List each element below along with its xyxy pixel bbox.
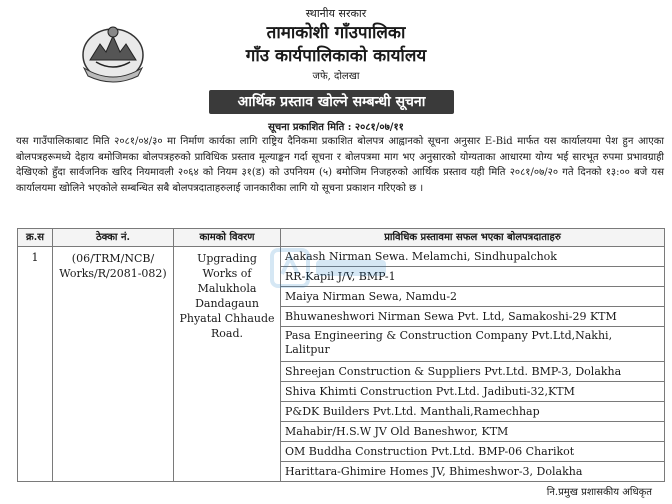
watermark-logo-icon: [270, 244, 390, 294]
bidder-item: Harittara-Ghimire Homes JV, Bhimeshwor-3, Dolakha: [281, 462, 665, 482]
header-work: कामको विवरण: [174, 229, 281, 247]
published-date: सूचना प्रकाशित मिति : २०८१/०७/११: [268, 122, 404, 133]
row-sn: 1: [18, 247, 53, 482]
municipality-name: तामाकोशी गाँउपालिका: [266, 23, 406, 43]
office-name: गाँउ कार्यपालिकाको कार्यालय: [245, 46, 427, 66]
bidder-item: RR-Kapil J/V, BMP-1: [281, 267, 665, 287]
bidder-item: Maiya Nirman Sewa, Namdu-2: [281, 287, 665, 307]
header-bidders: प्राविधिक प्रस्तावमा सफल भएका बोलपत्रदाताहरु: [281, 229, 665, 247]
notice-body: यस गाउँपालिकाबाट मिति २०८१/०४/३० मा निर्माण कार्यका लागि राष्ट्रिय दैनिकमा प्रकाशित बोलपत्र आह्वानको सूचना अनुसार E-Bid मार्फत यस कार्यालयमा पेश हुन आएका बोलपत्रहरूमध्ये देहाय बमोजिमका बोलपत्रहरुको प्राविधिक प्रस्ताव मूल्याङ्कन गर्दा सूचना र बोलपत्रमा माग भए अनुसारको योग्यताका आधारमा योग्य भई सारभूत रुपमा प्रभावग्राही देखिएको हुँदा सार्वजनिक खरिद नियमावली २०६४ को नियम ३१(ड) को उपनियम (५) बमोजिम निजहरुको आर्थिक प्रस्ताव यही मिति २०८१/०७/२० गते दिनको १३:०० बजे यस कार्यालयमा खोलिने भएकोले सम्बन्धित सबै बोलपत्रदाताहरुलाई जानकारीका लागि यो सूचना प्रकाशन गरिएको छ ।: [16, 136, 664, 194]
signatory: नि.प्रमुख प्रशासकीय अधिकृत: [546, 487, 652, 498]
bidder-item: Shiva Khimti Construction Pvt.Ltd. Jadibuti-32,KTM: [281, 382, 665, 402]
bidder-item: Aakash Nirman Sewa. Melamchi, Sindhupalchok: [281, 247, 665, 267]
header-contract-no: ठेक्का नं.: [53, 229, 174, 247]
row-work: Upgrading Works of Malukhola Dandagaun Phyatal Chhaude Road.: [174, 247, 281, 482]
local-government-label: स्थानीय सरकार: [305, 7, 367, 20]
office-address: जफे, दोलखा: [312, 71, 360, 82]
bidder-item: Pasa Engineering & Construction Company Pvt.Ltd,Nakhi, Lalitpur: [281, 327, 665, 362]
notice-title: आर्थिक प्रस्ताव खोल्ने सम्बन्धी सूचना: [209, 90, 454, 114]
bidder-item: Shreejan Construction & Suppliers Pvt.Ltd. BMP-3, Dolakha: [281, 362, 665, 382]
bidder-item: Bhuwaneshwori Nirman Sewa Pvt. Ltd, Samakoshi-29 KTM: [281, 307, 665, 327]
bidder-item: Mahabir/H.S.W JV Old Baneshwor, KTM: [281, 422, 665, 442]
row-contract-no: (06/TRM/NCB/ Works/R/2081-082): [53, 247, 174, 482]
bidder-item: OM Buddha Construction Pvt.Ltd. BMP-06 Charikot: [281, 442, 665, 462]
bidder-item: P&DK Builders Pvt.Ltd. Manthali,Ramechhap: [281, 402, 665, 422]
header-sn: क्र.स: [18, 229, 53, 247]
